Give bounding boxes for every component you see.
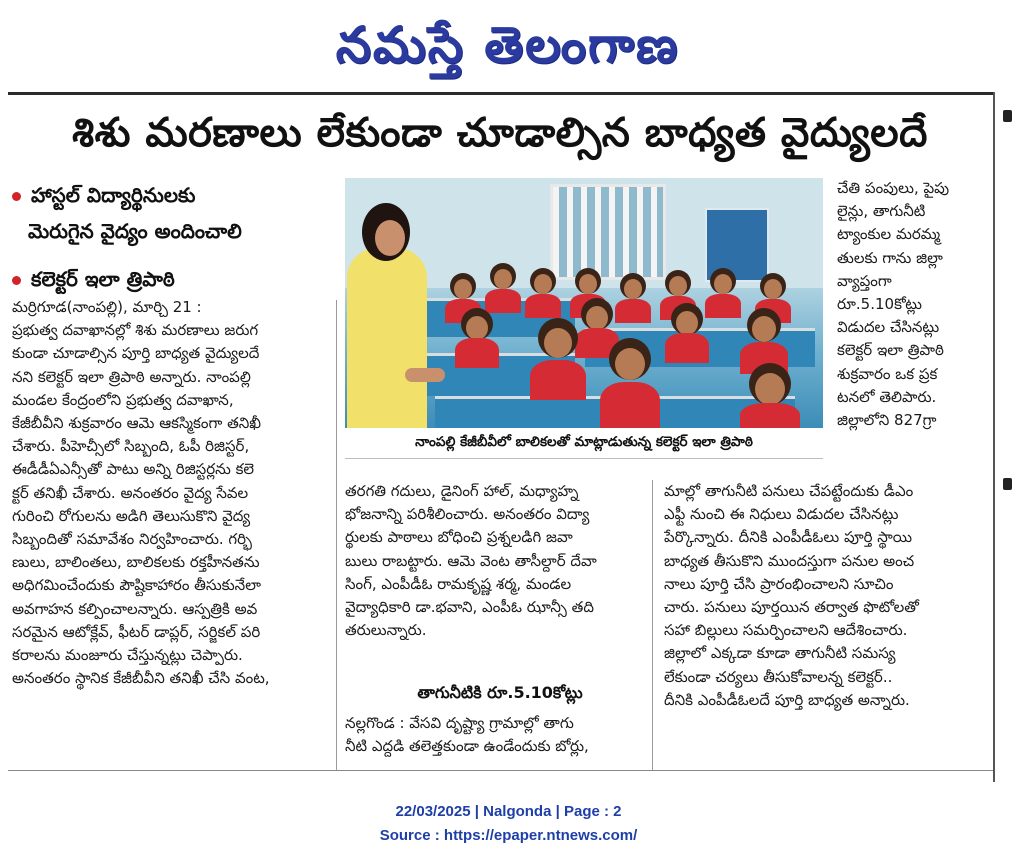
text-line: జిల్లాలో ఎక్కడా కూడా తాగునీటి సమస్య bbox=[664, 644, 896, 663]
text-line: ఈడీడీఏఎన్సీతో పాటు అన్ని రిజిస్టర్లను కలె bbox=[12, 460, 255, 479]
bullet-point-1 bbox=[12, 178, 195, 212]
article-column-2 bbox=[345, 480, 639, 642]
student bbox=[740, 363, 800, 428]
text-line: రూ.5.10కోట్లు bbox=[837, 295, 922, 314]
article-column-1 bbox=[12, 296, 330, 690]
text-line: లేకుండా చర్యలు తీసుకోవాలన్న కలెక్టర్.. bbox=[664, 667, 893, 686]
column-separator bbox=[336, 300, 337, 770]
text-line: ర్థులకు పాఠాలు బోధించి ప్రశ్నలడిగి జవా bbox=[345, 528, 573, 547]
text-line: క్టర్ తనిఖీ చేశారు. అనంతరం వైద్య సేవల bbox=[12, 483, 249, 502]
text-line: అధిగమించేందుకు పౌష్టికాహారం తీసుకునేలా bbox=[12, 576, 261, 595]
teacher-face bbox=[375, 220, 405, 256]
bullet-text: కలెక్టర్ ఇలా త్రిపాఠి bbox=[31, 267, 175, 291]
text-line: ఎఫ్టీ నుంచి ఈ నిధులు విడుదల చేసినట్లు bbox=[664, 505, 899, 524]
text-line: లైన్లు, తాగునీటి bbox=[837, 202, 926, 221]
text-line: భోజనాన్ని పరిశీలించారు. అనంతరం విద్యా bbox=[345, 505, 590, 524]
student bbox=[525, 268, 561, 318]
text-line: చేశారు. పీహెచ్సీలో సిబ్బంది, ఓపీ రిజిస్టర్, bbox=[12, 437, 250, 456]
text-line: కుండా చూడాల్సిన పూర్తి బాధ్యత వైద్యులదే bbox=[12, 344, 260, 363]
text-line: పేర్కొన్నారు. దీనికి ఎంపీడీఓలు పూర్తి స్థాయి bbox=[664, 528, 913, 547]
student bbox=[665, 303, 709, 363]
text-line: అనంతరం స్థానిక కేజీబీవీని తనిఖీ చేసి వంట, bbox=[12, 669, 270, 688]
text-line: జిల్లాలోని 827గ్రా bbox=[837, 411, 937, 430]
text-line: అవగాహన కల్పించాలన్నారు. ఆస్పత్రికి అవ bbox=[12, 599, 258, 618]
text-line: వైద్యాధికారి డా.భవాని, ఎంపీఓ ఝాన్సీ తది bbox=[345, 598, 594, 617]
article-column-3 bbox=[664, 480, 982, 712]
text-line: వ్యాప్తంగా bbox=[837, 271, 892, 290]
teacher bbox=[347, 248, 427, 428]
text-line: దీనికి ఎంపీడీఓలదే పూర్తి బాధ్యత అన్నారు. bbox=[664, 690, 910, 709]
student bbox=[455, 308, 499, 368]
student bbox=[485, 263, 521, 313]
text-line: టనలో తెలిపారు. bbox=[837, 387, 937, 406]
page-right-border bbox=[993, 92, 995, 782]
text-line: తరగతి గదులు, డైనింగ్ హాల్, మధ్యాహ్న bbox=[345, 482, 579, 500]
red-bullet-icon bbox=[12, 192, 21, 201]
student bbox=[615, 273, 651, 323]
text-line: కలెక్టర్ ఇలా త్రిపాఠి bbox=[837, 341, 944, 360]
page-edge-mark bbox=[1003, 110, 1012, 122]
text-line: మండల కేంద్రంలోని ప్రభుత్వ దవాఖాన, bbox=[12, 390, 234, 409]
text-line: సరమైన ఆటోక్లేవ్, ఫీటర్ డాప్లర్, సర్జికల్ పరి bbox=[12, 622, 261, 641]
text-line: నీటి ఎద్దడి తలెత్తకుండా ఉండేందుకు బోర్లు, bbox=[345, 737, 589, 756]
photo-caption: నాంపల్లి కేజీబీవీలో బాలికలతో మాట్లాడుతున్న కలెక్టర్ ఇలా త్రిపాఠి bbox=[415, 434, 753, 450]
news-photo bbox=[345, 178, 823, 428]
text-line: బులు రాబట్టారు. ఆమె వెంట తాసీల్దార్ దేవా bbox=[345, 551, 597, 570]
text-line: సింగ్, ఎంపీడీఓ రామకృష్ణ శర్మ, మండల bbox=[345, 574, 572, 593]
page-edge-mark bbox=[1003, 478, 1012, 490]
bullet-point-1-cont bbox=[12, 214, 242, 248]
article-column-4 bbox=[837, 177, 983, 432]
bullet-point-2 bbox=[12, 262, 175, 296]
text-line: బాధ్యత తీసుకొని ముందస్తుగా పనుల అంచ bbox=[664, 551, 915, 570]
text-line: సహా బిల్లులు సమర్పించాలని ఆదేశించారు. bbox=[664, 621, 908, 640]
text-line: నాలు పూర్తి చేసి ప్రారంభించాలని సూచిం bbox=[664, 574, 894, 593]
text-line: ణులు, బాలింతలు, బాలికలకు రక్తహీనతను bbox=[12, 553, 260, 572]
text-line: నని కలెక్టర్ ఇలా త్రిపాఠి అన్నారు. నాంపల్లి bbox=[12, 367, 251, 386]
text-line: తరులున్నారు. bbox=[345, 621, 427, 640]
text-line: తులకు గాను జిల్లా bbox=[837, 248, 943, 267]
text-line: చారు. పనులు పూర్తయిన తర్వాత ఫొటోలతో bbox=[664, 598, 919, 617]
student bbox=[600, 338, 660, 428]
caption-rule bbox=[345, 458, 823, 459]
footer-source-line: Source : https://epaper.ntnews.com/ bbox=[379, 827, 638, 844]
text-line: కరాలను మంజూరు చేస్తున్నట్లు చెప్పారు. bbox=[12, 646, 243, 665]
text-line: సిబ్బందితో సమావేశం నిర్వహించారు. గర్భి bbox=[12, 530, 252, 549]
text-line: ట్యాంకుల మరమ్మ bbox=[837, 225, 941, 244]
text-line: మాల్లో తాగునీటి పనులు చేపట్టేందుకు డీఎం bbox=[664, 482, 914, 500]
text-line: మర్రిగూడ(నాంపల్లి), మార్చి 21 : bbox=[12, 298, 202, 316]
text-line: నల్లగొండ : వేసవి దృష్ట్యా గ్రామాల్లో తాగు bbox=[345, 714, 574, 732]
masthead-rule bbox=[8, 92, 993, 95]
column-separator bbox=[652, 480, 653, 770]
page-bottom-rule bbox=[8, 770, 993, 771]
text-line: గురించి రోగులను అడిగి తెలుసుకొని వైద్య bbox=[12, 506, 251, 525]
footer-date-line: 22/03/2025 | Nalgonda | Page : 2 bbox=[395, 803, 622, 820]
article-headline: శిశు మరణాలు లేకుండా చూడాల్సిన బాధ్యత వైద్యులదే bbox=[72, 110, 928, 156]
bullet-text: హాస్టల్ విద్యార్థినులకు bbox=[31, 183, 196, 207]
newspaper-masthead: నమస్తే తెలంగాణ bbox=[335, 15, 680, 74]
text-line: చేతి పంపులు, పైపు bbox=[837, 179, 950, 197]
student bbox=[530, 318, 586, 400]
teacher-arm bbox=[405, 368, 445, 382]
window bbox=[550, 184, 666, 280]
article-column-2b bbox=[345, 712, 639, 758]
sub-headline: తాగునీటికి రూ.5.10కోట్లు bbox=[417, 683, 583, 702]
text-line: కేజీబీవీని శుక్రవారం ఆమె ఆకస్మికంగా తనిఖీ bbox=[12, 414, 262, 433]
text-line: శుక్రవారం ఒక ప్రక bbox=[837, 364, 938, 383]
bullet-text: మెరుగైన వైద్యం అందించాలి bbox=[28, 219, 242, 243]
text-line: విడుదల చేసినట్లు bbox=[837, 318, 940, 337]
page-footer bbox=[0, 800, 1017, 848]
text-line: ప్రభుత్వ దవాఖానల్లో శిశు మరణాలు జరుగ bbox=[12, 321, 259, 340]
student bbox=[705, 268, 741, 318]
red-bullet-icon bbox=[12, 276, 21, 285]
